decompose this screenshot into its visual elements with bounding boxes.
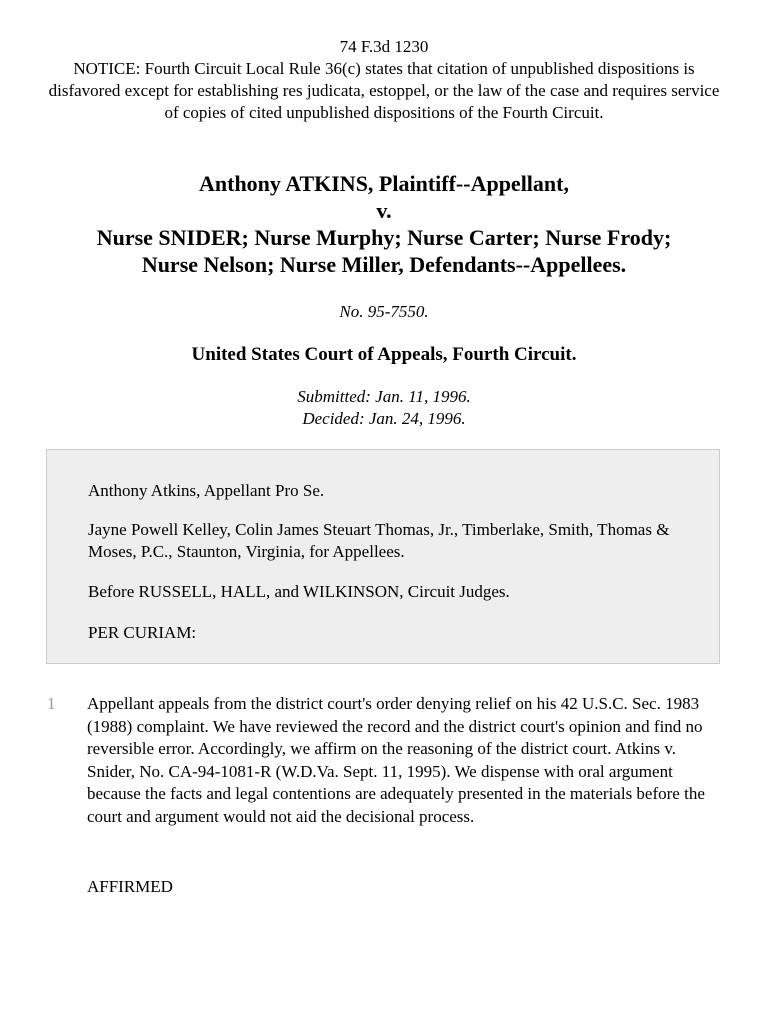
opinion-paragraph: Appellant appeals from the district court's order denying relief on his 42 U.S.C. Sec. 1983 (1988) complaint. We have reviewed the record and the district court's opinion and find no reversible error. Accordingly, we affirm on the reasoning of the district court. Atkins v. Snider, No. CA-94-1081-R (W.D.Va. Sept. 11, 1995). We dispense with oral argument because the facts and legal contentions are adequately presented in the materials before the court and argument would not aid the decisional process. [87, 694, 705, 826]
paragraph-number[interactable]: 1 [47, 694, 56, 713]
document-header [40, 36, 728, 124]
case-dates [40, 386, 728, 430]
disposition: AFFIRMED [87, 877, 173, 896]
appellees-counsel: Jayne Powell Kelley, Colin James Steuart Thomas, Jr., Timberlake, Smith, Thomas & Moses, P.C., Staunton, Virginia, for Appellees. [88, 520, 670, 561]
court-name: United States Court of Appeals, Fourth Circuit. [191, 344, 577, 365]
judges-panel: Before RUSSELL, HALL, and WILKINSON, Circuit Judges. [88, 582, 510, 601]
caption-defendants-line-1: Nurse SNIDER; Nurse Murphy; Nurse Carter; Nurse Frody; [96, 225, 672, 250]
caption-versus: v. [376, 198, 392, 223]
docket-number: No. 95-7550. [339, 302, 429, 321]
submitted-date: Submitted: Jan. 11, 1996. [297, 387, 471, 406]
per-curiam-label: PER CURIAM: [88, 623, 197, 642]
rule-notice: NOTICE: Fourth Circuit Local Rule 36(c) states that citation of unpublished dispositions is disfavored except for establishing res judicata, estoppel, or the law of the case and requires service of copies of cited unpublished dispositions of the Fourth Circuit. [48, 59, 720, 122]
caption-plaintiff: Anthony ATKINS, Plaintiff--Appellant, [199, 171, 569, 196]
case-caption [40, 170, 728, 278]
caption-defendants-line-2: Nurse Nelson; Nurse Miller, Defendants--Appellees. [141, 252, 627, 277]
counsel-panel [46, 449, 720, 664]
appellant-counsel: Anthony Atkins, Appellant Pro Se. [88, 481, 325, 500]
decided-date: Decided: Jan. 24, 1996. [302, 409, 466, 428]
citation: 74 F.3d 1230 [339, 37, 429, 56]
